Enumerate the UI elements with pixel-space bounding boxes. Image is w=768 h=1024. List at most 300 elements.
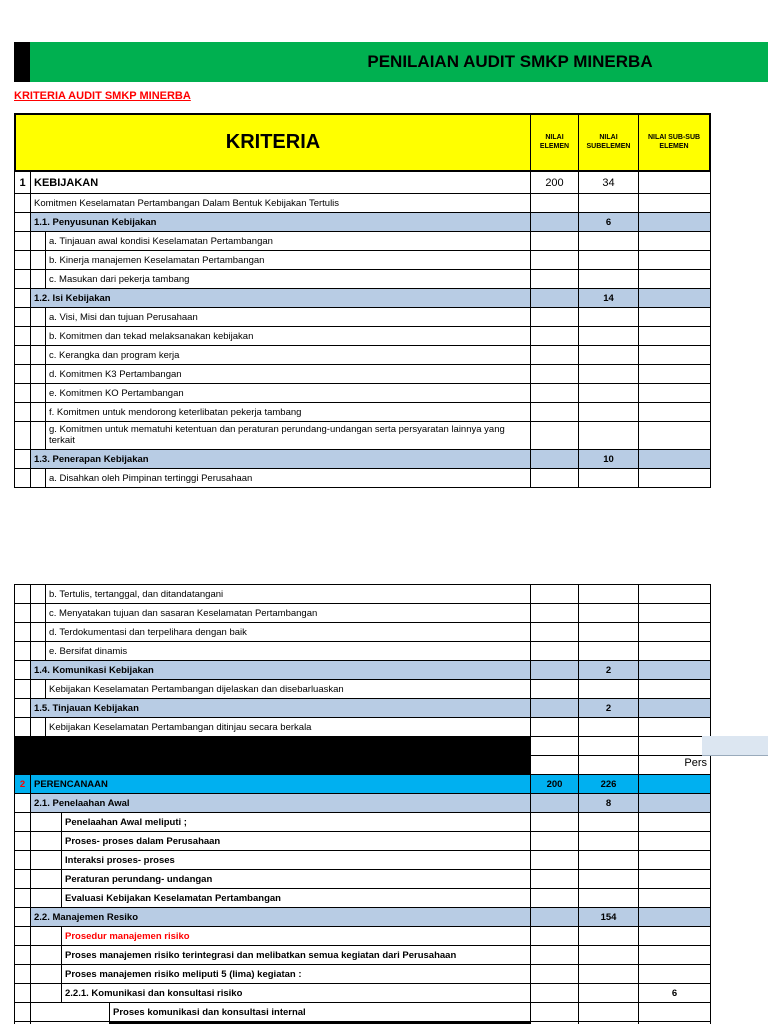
nilai-elemen-cell xyxy=(531,213,579,232)
nilai-subsub-cell xyxy=(639,889,711,908)
criteria-cell xyxy=(31,623,531,642)
indent-cell xyxy=(31,946,62,964)
criteria-text: Proses manajemen risiko terintegrasi dan melibatkan semua kegiatan dari Perusahaan xyxy=(65,949,457,961)
indent-cell xyxy=(31,585,46,603)
nilai-subsub-cell xyxy=(639,737,711,756)
nilai-subsub-cell xyxy=(639,251,711,270)
nilai-subelemen-cell xyxy=(579,927,639,946)
nilai-subelemen-cell xyxy=(579,889,639,908)
criteria-cell xyxy=(31,346,531,365)
nilai-elemen-cell xyxy=(531,794,579,813)
criteria-text: d. Terdokumentasi dan terpelihara dengan baik xyxy=(49,626,247,638)
criteria-text: Penelaahan Awal meliputi ; xyxy=(65,816,187,828)
table-row xyxy=(15,1003,711,1022)
criteria-cell xyxy=(31,908,531,927)
criteria-table-page2 xyxy=(14,584,711,1024)
indent-cell xyxy=(31,327,46,345)
title-bar-green xyxy=(30,42,768,82)
criteria-cell xyxy=(31,450,531,469)
nilai-elemen-cell xyxy=(531,585,579,604)
row-number-cell xyxy=(15,403,31,422)
indent-cell xyxy=(31,469,46,487)
criteria-text: g. Komitmen untuk mematuhi ketentuan dan peraturan perundang-undangan serta persyaratan lainnya yang terkait xyxy=(49,424,505,446)
table-row xyxy=(15,194,711,213)
criteria-cell xyxy=(31,327,531,346)
row-number-cell xyxy=(15,469,31,488)
nilai-subelemen-cell: 8 xyxy=(579,794,639,813)
nilai-subsub-cell xyxy=(639,365,711,384)
criteria-text: 1.5. Tinjauan Kebijakan xyxy=(34,702,139,714)
row-number-cell xyxy=(15,870,31,889)
nilai-subsub-cell xyxy=(639,775,711,794)
table-row xyxy=(15,642,711,661)
row-number-cell xyxy=(15,851,31,870)
row-number-cell xyxy=(15,232,31,251)
table-row xyxy=(15,680,711,699)
table-row xyxy=(15,927,711,946)
row-number-cell xyxy=(15,680,31,699)
table-row xyxy=(15,346,711,365)
criteria-cell xyxy=(31,289,531,308)
row-number-cell xyxy=(15,642,31,661)
table-row xyxy=(15,469,711,488)
nilai-elemen-cell xyxy=(531,403,579,422)
table-row xyxy=(15,870,711,889)
nilai-subsub-cell xyxy=(639,699,711,718)
nilai-elemen-cell xyxy=(531,232,579,251)
kriteria-header: KRITERIA xyxy=(225,131,321,153)
row-number-cell xyxy=(15,623,31,642)
row-number-cell xyxy=(15,718,31,737)
criteria-cell xyxy=(31,251,531,270)
nilai-subsub-cell xyxy=(639,403,711,422)
nilai-subsub-elemen-header: NILAI SUB-SUB ELEMEN xyxy=(638,115,709,170)
nilai-subelemen-cell xyxy=(579,403,639,422)
table-row xyxy=(15,308,711,327)
table-row xyxy=(15,775,711,794)
nilai-subelemen-cell xyxy=(579,232,639,251)
nilai-subelemen-cell xyxy=(579,623,639,642)
nilai-elemen-cell xyxy=(531,308,579,327)
nilai-subsub-cell xyxy=(639,946,711,965)
nilai-subsub-cell xyxy=(639,813,711,832)
criteria-subtitle: KRITERIA AUDIT SMKP MINERBA xyxy=(14,90,191,102)
nilai-subelemen-cell xyxy=(579,327,639,346)
nilai-elemen-cell xyxy=(531,870,579,889)
indent-cell xyxy=(31,403,46,421)
row-number-cell: 2 xyxy=(15,775,31,794)
table-rows-page2 xyxy=(14,584,711,1024)
criteria-cell xyxy=(31,794,531,813)
nilai-subsub-cell xyxy=(639,623,711,642)
nilai-subelemen-cell xyxy=(579,718,639,737)
criteria-text: Prosedur manajemen risiko xyxy=(65,930,190,942)
nilai-subelemen-cell: 226 xyxy=(579,775,639,794)
criteria-cell xyxy=(31,194,531,213)
nilai-subsub-cell xyxy=(639,794,711,813)
nilai-subsub-cell xyxy=(639,384,711,403)
row-number-cell xyxy=(15,737,31,756)
indent-cell xyxy=(31,623,46,641)
nilai-elemen-cell xyxy=(531,908,579,927)
criteria-cell xyxy=(31,927,531,946)
criteria-text: c. Masukan dari pekerja tambang xyxy=(49,273,190,285)
nilai-subsub-cell xyxy=(639,965,711,984)
page-title: PENILAIAN AUDIT SMKP MINERBA xyxy=(367,52,653,71)
nilai-subsub-cell xyxy=(639,851,711,870)
indent-cell xyxy=(31,422,46,449)
nilai-subelemen-cell xyxy=(579,384,639,403)
nilai-subelemen-cell xyxy=(579,642,639,661)
indent-cell xyxy=(31,851,62,869)
row-number-cell xyxy=(15,422,31,450)
nilai-subelemen-cell xyxy=(579,680,639,699)
row-number-cell xyxy=(15,450,31,469)
nilai-elemen-cell xyxy=(531,604,579,623)
indent-cell xyxy=(31,1003,110,1021)
indent-cell xyxy=(31,870,62,888)
criteria-text: c. Menyatakan tujuan dan sasaran Keselamatan Pertambangan xyxy=(49,607,318,619)
nilai-elemen-cell xyxy=(531,680,579,699)
criteria-text: e. Komitmen KO Pertambangan xyxy=(49,387,184,399)
table-row xyxy=(15,984,711,1003)
nilai-subsub-cell xyxy=(639,327,711,346)
criteria-cell xyxy=(31,680,531,699)
nilai-subsub-cell xyxy=(639,927,711,946)
nilai-elemen-cell xyxy=(531,889,579,908)
indent-cell xyxy=(31,251,46,269)
table-row xyxy=(15,965,711,984)
indent-cell xyxy=(31,604,46,622)
row-number-cell xyxy=(15,699,31,718)
indent-cell xyxy=(31,270,46,288)
nilai-elemen-cell xyxy=(531,1003,579,1022)
nilai-subsub-cell xyxy=(639,661,711,680)
criteria-text: 2.2.1. Komunikasi dan konsultasi risiko xyxy=(65,987,243,999)
criteria-text: a. Visi, Misi dan tujuan Perusahaan xyxy=(49,311,198,323)
side-highlight-box xyxy=(702,736,768,756)
row-number-cell xyxy=(15,585,31,604)
nilai-subsub-cell xyxy=(639,642,711,661)
nilai-elemen-cell xyxy=(531,642,579,661)
table-row xyxy=(15,851,711,870)
nilai-subsub-cell xyxy=(639,450,711,469)
row-number-cell xyxy=(15,813,31,832)
nilai-subsub-cell xyxy=(639,308,711,327)
criteria-cell xyxy=(31,642,531,661)
nilai-subelemen-cell: 2 xyxy=(579,661,639,680)
criteria-cell xyxy=(31,984,531,1003)
nilai-subelemen-cell xyxy=(579,270,639,289)
criteria-text: 2.1. Penelaahan Awal xyxy=(34,797,130,809)
table-row xyxy=(15,661,711,680)
row-number-cell xyxy=(15,604,31,623)
nilai-elemen-cell xyxy=(531,965,579,984)
nilai-subsub-cell xyxy=(639,213,711,232)
nilai-elemen-cell xyxy=(531,737,579,756)
nilai-subelemen-cell: 10 xyxy=(579,450,639,469)
criteria-text: f. Komitmen untuk mendorong keterlibatan pekerja tambang xyxy=(49,406,302,418)
criteria-cell xyxy=(31,232,531,251)
row-number-cell xyxy=(15,1003,31,1022)
criteria-text: a. Tinjauan awal kondisi Keselamatan Pertambangan xyxy=(49,235,273,247)
indent-cell xyxy=(31,642,46,660)
nilai-elemen-cell xyxy=(531,984,579,1003)
table-row xyxy=(15,450,711,469)
criteria-text: 1.3. Penerapan Kebijakan xyxy=(34,453,149,465)
nilai-subsub-cell xyxy=(639,270,711,289)
nilai-subelemen-cell: 14 xyxy=(579,289,639,308)
criteria-cell xyxy=(31,365,531,384)
criteria-cell xyxy=(31,384,531,403)
table-row xyxy=(15,585,711,604)
criteria-cell xyxy=(31,585,531,604)
table-row xyxy=(15,289,711,308)
nilai-subelemen-cell xyxy=(579,737,639,756)
criteria-text: 1.4. Komunikasi Kebijakan xyxy=(34,664,154,676)
nilai-subelemen-cell xyxy=(579,422,639,450)
nilai-elemen-cell xyxy=(531,661,579,680)
row-number-cell xyxy=(15,832,31,851)
row-number-cell: 1 xyxy=(15,172,31,194)
nilai-subelemen-cell xyxy=(579,469,639,488)
side-label: Pers xyxy=(684,757,707,769)
nilai-elemen-cell xyxy=(531,469,579,488)
nilai-subsub-cell xyxy=(639,680,711,699)
criteria-text: b. Tertulis, tertanggal, dan ditandatangani xyxy=(49,588,224,600)
nilai-elemen-cell xyxy=(531,365,579,384)
row-number-cell xyxy=(15,270,31,289)
criteria-cell xyxy=(31,469,531,488)
nilai-subsub-cell xyxy=(639,1003,711,1022)
criteria-text: Kebijakan Keselamatan Pertambangan ditinjau secara berkala xyxy=(49,721,312,733)
criteria-text: 1.2. Isi Kebijakan xyxy=(34,292,111,304)
criteria-cell xyxy=(31,946,531,965)
nilai-subsub-cell xyxy=(639,908,711,927)
criteria-text: Interaksi proses- proses xyxy=(65,854,175,866)
row-number-cell xyxy=(15,984,31,1003)
criteria-text: Komitmen Keselamatan Pertambangan Dalam Bentuk Kebijakan Tertulis xyxy=(34,197,340,209)
nilai-elemen-cell xyxy=(531,346,579,365)
row-number-cell xyxy=(15,946,31,965)
nilai-elemen-cell xyxy=(531,270,579,289)
nilai-subelemen-cell xyxy=(579,585,639,604)
row-number-cell xyxy=(15,889,31,908)
table-row xyxy=(15,946,711,965)
row-number-cell xyxy=(15,213,31,232)
nilai-elemen-cell xyxy=(531,450,579,469)
criteria-cell xyxy=(31,813,531,832)
criteria-text: a. Disahkan oleh Pimpinan tertinggi Perusahaan xyxy=(49,472,253,484)
criteria-cell xyxy=(31,832,531,851)
criteria-cell xyxy=(31,422,531,450)
table-row xyxy=(15,604,711,623)
table-row xyxy=(15,403,711,422)
table-row xyxy=(15,172,711,194)
criteria-text: 2.2. Manajemen Resiko xyxy=(34,911,139,923)
nilai-elemen-cell xyxy=(531,813,579,832)
row-number-cell xyxy=(15,346,31,365)
nilai-subelemen-header: NILAI SUBELEMEN xyxy=(578,115,638,170)
indent-cell xyxy=(31,232,46,250)
criteria-cell xyxy=(31,889,531,908)
criteria-text: Proses manajemen risiko meliputi 5 (lima) kegiatan : xyxy=(65,968,302,980)
criteria-text: d. Komitmen K3 Pertambangan xyxy=(49,368,182,380)
nilai-elemen-header: NILAI ELEMEN xyxy=(530,115,578,170)
nilai-elemen-cell xyxy=(531,194,579,213)
indent-cell xyxy=(31,889,62,907)
nilai-subelemen-cell xyxy=(579,870,639,889)
nilai-subsub-cell xyxy=(639,718,711,737)
criteria-cell xyxy=(31,775,531,794)
row-number-cell xyxy=(15,756,31,775)
nilai-elemen-cell xyxy=(531,851,579,870)
nilai-elemen-cell: 200 xyxy=(531,775,579,794)
row-number-cell xyxy=(15,965,31,984)
table-row xyxy=(15,251,711,270)
nilai-subsub-cell xyxy=(639,870,711,889)
title-bar-accent xyxy=(14,42,30,82)
indent-cell xyxy=(31,308,46,326)
nilai-subelemen-cell xyxy=(579,194,639,213)
indent-cell xyxy=(31,965,62,983)
row-number-cell xyxy=(15,308,31,327)
table-rows-page1 xyxy=(14,172,711,488)
nilai-subelemen-cell: 154 xyxy=(579,908,639,927)
nilai-elemen-cell xyxy=(531,699,579,718)
nilai-subsub-cell xyxy=(639,585,711,604)
nilai-subelemen-cell xyxy=(579,251,639,270)
row-number-cell xyxy=(15,194,31,213)
nilai-elemen-cell: 200 xyxy=(531,172,579,194)
row-number-cell xyxy=(15,327,31,346)
criteria-cell xyxy=(31,213,531,232)
table-row xyxy=(15,365,711,384)
nilai-subelemen-cell xyxy=(579,946,639,965)
table-row xyxy=(15,718,711,737)
indent-cell xyxy=(31,813,62,831)
nilai-elemen-cell xyxy=(531,756,579,775)
criteria-cell xyxy=(31,851,531,870)
criteria-text: Proses- proses dalam Perusahaan xyxy=(65,835,221,847)
nilai-subelemen-cell: 34 xyxy=(579,172,639,194)
nilai-subelemen-cell xyxy=(579,1003,639,1022)
nilai-elemen-cell xyxy=(531,251,579,270)
criteria-text: Peraturan perundang- undangan xyxy=(65,873,213,885)
nilai-elemen-cell xyxy=(531,718,579,737)
criteria-text: Proses komunikasi dan konsultasi internal xyxy=(113,1006,306,1018)
table-row xyxy=(15,232,711,251)
indent-cell xyxy=(31,365,46,383)
criteria-cell xyxy=(31,661,531,680)
criteria-text: KEBIJAKAN xyxy=(34,176,99,189)
criteria-table-page1 xyxy=(14,113,711,488)
criteria-text: b. Kinerja manajemen Keselamatan Pertambangan xyxy=(49,254,265,266)
criteria-cell xyxy=(31,172,531,194)
criteria-cell xyxy=(31,604,531,623)
nilai-elemen-cell xyxy=(531,946,579,965)
table-row xyxy=(15,756,711,775)
nilai-subsub-cell xyxy=(639,469,711,488)
criteria-text: b. Komitmen dan tekad melaksanakan kebijakan xyxy=(49,330,254,342)
nilai-subelemen-cell: 6 xyxy=(579,213,639,232)
indent-cell xyxy=(31,384,46,402)
nilai-elemen-cell xyxy=(531,327,579,346)
nilai-subelemen-cell xyxy=(579,832,639,851)
row-number-cell xyxy=(15,661,31,680)
nilai-subsub-cell xyxy=(639,232,711,251)
criteria-cell xyxy=(31,308,531,327)
nilai-subsub-cell xyxy=(639,289,711,308)
table-row xyxy=(15,213,711,232)
criteria-cell xyxy=(31,718,531,737)
criteria-cell xyxy=(31,699,531,718)
nilai-subsub-cell xyxy=(639,604,711,623)
criteria-cell xyxy=(31,737,531,756)
nilai-subelemen-cell xyxy=(579,346,639,365)
nilai-subsub-cell xyxy=(639,422,711,450)
table-row xyxy=(15,699,711,718)
table-header xyxy=(14,113,711,172)
nilai-subelemen-cell xyxy=(579,851,639,870)
nilai-subelemen-cell xyxy=(579,308,639,327)
row-number-cell xyxy=(15,908,31,927)
criteria-text: PERENCANAAN xyxy=(34,778,108,790)
criteria-text: Evaluasi Kebijakan Keselamatan Pertambangan xyxy=(65,892,281,904)
table-row xyxy=(15,737,711,756)
nilai-subelemen-cell xyxy=(579,965,639,984)
nilai-subsub-cell xyxy=(639,832,711,851)
nilai-subsub-cell xyxy=(639,194,711,213)
nilai-subelemen-cell xyxy=(579,984,639,1003)
title-bar xyxy=(14,42,768,82)
table-row xyxy=(15,327,711,346)
criteria-text: Kebijakan Keselamatan Pertambangan dijelaskan dan disebarluaskan xyxy=(49,683,344,695)
criteria-text: c. Kerangka dan program kerja xyxy=(49,349,180,361)
nilai-subelemen-cell xyxy=(579,813,639,832)
table-row xyxy=(15,623,711,642)
nilai-subelemen-cell xyxy=(579,365,639,384)
nilai-elemen-cell xyxy=(531,422,579,450)
table-row xyxy=(15,384,711,403)
nilai-subelemen-cell: 2 xyxy=(579,699,639,718)
nilai-elemen-cell xyxy=(531,927,579,946)
table-row xyxy=(15,794,711,813)
indent-cell xyxy=(31,346,46,364)
indent-cell xyxy=(31,984,62,1002)
indent-cell xyxy=(31,718,46,736)
criteria-cell xyxy=(31,1003,531,1022)
row-number-cell xyxy=(15,365,31,384)
criteria-text: e. Bersifat dinamis xyxy=(49,645,128,657)
table-row xyxy=(15,889,711,908)
criteria-cell xyxy=(31,756,531,775)
criteria-cell xyxy=(31,403,531,422)
row-number-cell xyxy=(15,927,31,946)
nilai-elemen-cell xyxy=(531,623,579,642)
table-row xyxy=(15,422,711,450)
row-number-cell xyxy=(15,794,31,813)
row-number-cell xyxy=(15,251,31,270)
criteria-text: 1.1. Penyusunan Kebijakan xyxy=(34,216,157,228)
table-row xyxy=(15,832,711,851)
criteria-cell xyxy=(31,270,531,289)
table-row xyxy=(15,270,711,289)
nilai-subelemen-cell xyxy=(579,604,639,623)
indent-cell xyxy=(31,832,62,850)
nilai-subsub-cell xyxy=(639,346,711,365)
nilai-subsub-cell xyxy=(639,172,711,194)
